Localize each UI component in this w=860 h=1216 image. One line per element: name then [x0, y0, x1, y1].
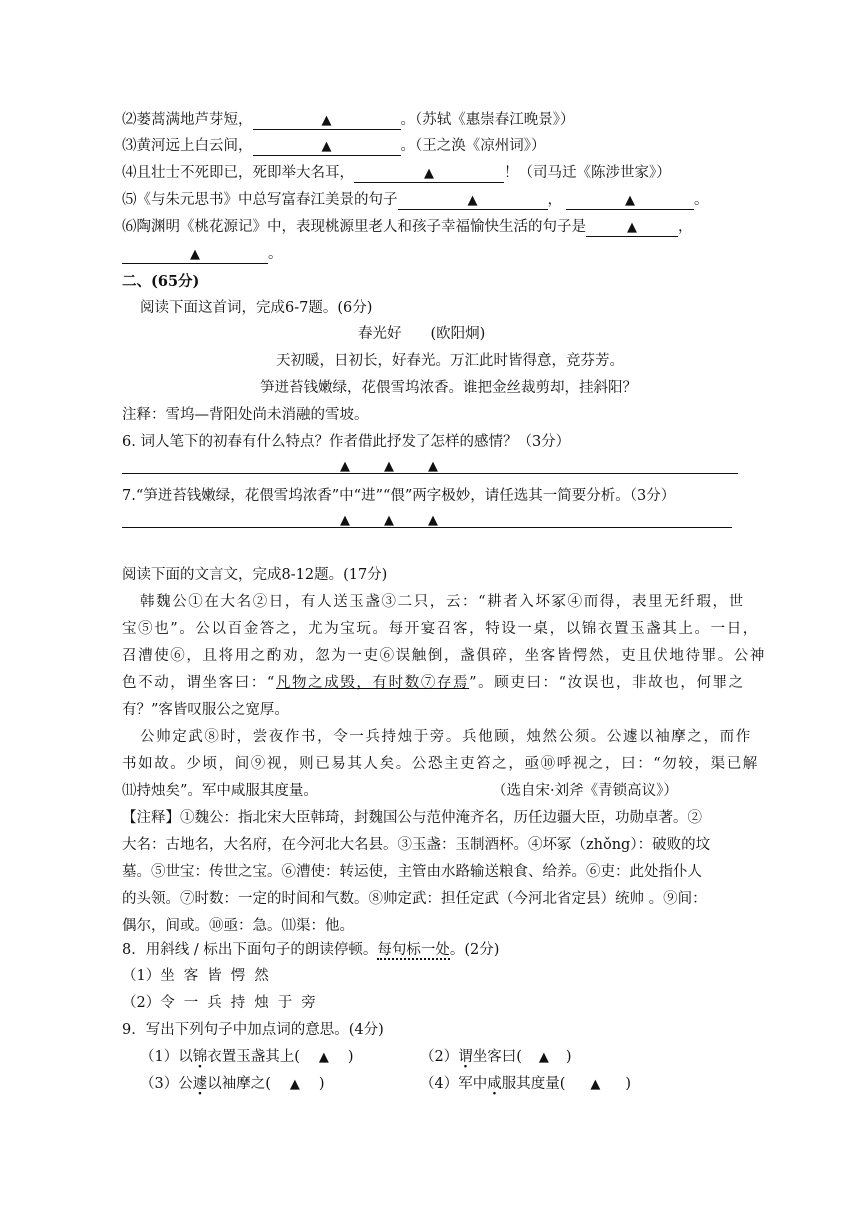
passage-source: （选自宋·刘斧《青锁高议》） — [492, 783, 678, 799]
answer-markers — [340, 459, 472, 474]
fill-item-6-cont: ▲ 。 — [122, 244, 283, 264]
triangle-marker-icon: ▲ — [538, 1050, 549, 1065]
passage-line: ⑾持烛矣”。军中咸服其度量。 — [122, 783, 318, 799]
poem-intro: 阅读下面这首词，完成6-7题。(6分) — [140, 300, 373, 316]
annotation-line: 【注释】①魏公：指北宋大臣韩琦，封魏国公与范仲淹齐名，历任边疆大臣，功勋卓著。② — [122, 810, 702, 826]
answer-slot[interactable] — [300, 1047, 348, 1068]
triangle-marker-icon: ▲ — [625, 193, 635, 208]
passage-line: 书如故。少顷，间⑨视，则已易其人矣。公恐主吏笞之，亟⑩呼视之，曰：“勿较，渠已解 — [122, 756, 759, 772]
fill-item-5: ⑸《与朱元思书》中总写富春江美景的句子 ▲ ， ▲ 。 — [122, 192, 709, 208]
passage-line: 有？”客皆叹服公之宽厚。 — [122, 702, 289, 718]
question-9-item-3: （3）公遽以袖摩之( ▲ ) — [140, 1074, 325, 1095]
dotted-word: 咸 — [487, 1076, 502, 1092]
question-8-item-1: （1）坐客皆愕然 — [122, 968, 278, 984]
question-7: 7.“笋迸苔钱嫩绿，花偎雪坞浓香”中“进”“偎”两字极妙，请任选其一简要分析。（3分） — [122, 488, 676, 504]
answer-blank[interactable] — [354, 164, 504, 183]
poem-line: 天初暖，日初长，好春光。万汇此时皆得意，竞芬芳。 — [276, 353, 624, 369]
poem-line: 笋迸苔钱嫩绿，花偎雪坞浓香。谁把金丝裁剪却，挂斜阳？ — [260, 380, 637, 396]
triangle-marker-icon: ▲ — [321, 139, 332, 154]
triangle-marker-icon: ▲ — [428, 513, 438, 528]
answer-slot[interactable] — [522, 1047, 566, 1068]
answer-slot[interactable] — [565, 1074, 625, 1095]
annotation-line: 的头领。⑦时数：一定的时间和气数。⑧帅定武：担任定武（今河北省定县）统帅 。⑨间： — [122, 891, 707, 907]
annotation-line: 大名：古地名，大名府，在今河北大名县。③玉盏：玉制酒杯。④坏冢（zhǒng）：破败的坟 — [122, 837, 711, 853]
answer-blank[interactable] — [253, 137, 401, 156]
triangle-marker-icon: ▲ — [321, 113, 332, 128]
poem-note: 注释：雪坞—背阳处尚未消融的雪坡。 — [122, 407, 369, 423]
triangle-marker-icon: ▲ — [340, 513, 350, 528]
emphasized-instruction: 每句标一处 — [377, 942, 450, 958]
dotted-word: 锦 — [192, 1049, 208, 1065]
answer-blank[interactable] — [398, 191, 548, 210]
fill-item-2: ⑵蒌蒿满地芦芽短， ▲ 。（苏轼《惠崇春江晚景》） — [122, 112, 575, 128]
section-heading: 二、(65分) — [122, 273, 200, 290]
question-9-item-2: （2）谓坐客曰( ▲ ) — [420, 1047, 572, 1068]
question-9-item-4: （4）军中咸服其度量( ▲ ) — [420, 1074, 631, 1095]
fill-item-3: ⑶黄河远上白云间， ▲ 。（王之涣《凉州词》） — [122, 138, 546, 154]
triangle-marker-icon: ▲ — [590, 1077, 601, 1092]
triangle-marker-icon: ▲ — [428, 459, 438, 474]
triangle-marker-icon: ▲ — [424, 166, 434, 181]
triangle-marker-icon: ▲ — [627, 220, 637, 235]
question-9-item-1: （1）以锦衣置玉盏其上( ▲ ) — [140, 1047, 354, 1068]
answer-markers — [340, 513, 472, 528]
triangle-marker-icon: ▲ — [467, 193, 478, 208]
answer-slot[interactable] — [271, 1074, 319, 1095]
answer-blank[interactable] — [253, 111, 401, 130]
dotted-word: 遽 — [192, 1076, 208, 1092]
triangle-marker-icon: ▲ — [340, 459, 350, 474]
question-8: 8．用斜线 / 标出下面句子的朗读停顿。每句标一处。(2分) — [122, 942, 500, 958]
question-6: 6. 词人笔下的初春有什么特点？作者借此抒发了怎样的感情？（3分） — [122, 434, 571, 450]
annotation-line: 偶尔，间或。⑩亟：急。⑾渠：他。 — [122, 918, 354, 934]
answer-blank[interactable] — [122, 245, 268, 264]
passage-line: 韩魏公①在大名②日，有人送玉盏③二只，云：“耕者入坏冢④而得，表里无纤瑕，世 — [140, 594, 745, 610]
question-9: 9．写出下列句子中加点词的意思。(4分) — [122, 1022, 384, 1038]
question-8-item-2: （2）令一兵持烛于旁 — [122, 995, 325, 1011]
triangle-marker-icon: ▲ — [190, 247, 200, 262]
triangle-marker-icon: ▲ — [384, 459, 394, 474]
passage-line: 召漕使⑥，且将用之酌劝，忽为一吏⑥误触倒，盏俱碎，坐客皆愕然，吏且伏地待罪。公神 — [122, 648, 766, 664]
fill-item-6: ⑹陶渊明《桃花源记》中，表现桃源里老人和孩子幸福愉快生活的句子是 ▲ ， — [122, 219, 693, 235]
triangle-marker-icon: ▲ — [289, 1077, 300, 1092]
answer-blank[interactable] — [586, 218, 678, 237]
fill-item-4: ⑷且壮士不死即已，死即举大名耳， ▲ ！（司马迁《陈涉世家》） — [122, 165, 671, 181]
passage-intro: 阅读下面的文言文，完成8-12题。(17分) — [122, 567, 388, 583]
triangle-marker-icon: ▲ — [318, 1050, 329, 1065]
passage-line: 公帅定武⑧时，尝夜作书，令一兵持烛于旁。兵他顾，烛然公须。公遽以袖摩之，而作 — [140, 729, 752, 745]
passage-line: 宝⑤也”。公以百金答之，尤为宝玩。每开宴召客，特设一桌，以锦衣置玉盏其上。一日， — [122, 621, 759, 637]
answer-blank[interactable] — [566, 191, 694, 210]
dotted-word: 谓 — [458, 1049, 473, 1065]
triangle-marker-icon: ▲ — [384, 513, 394, 528]
annotation-line: 墓。⑤世宝：传世之宝。⑥漕使：转运使，主管由水路输送粮食、给养。⑥吏：此处指仆人 — [122, 864, 702, 880]
poem-title: 春光好 (欧阳炯) — [358, 326, 486, 342]
passage-line: 色不动，谓坐客曰：“凡物之成毁，有时数⑦存焉”。顾吏曰：“汝误也，非故也，何罪之 — [122, 675, 745, 691]
underlined-sentence: 凡物之成毁，有时数⑦存焉 — [275, 675, 470, 691]
